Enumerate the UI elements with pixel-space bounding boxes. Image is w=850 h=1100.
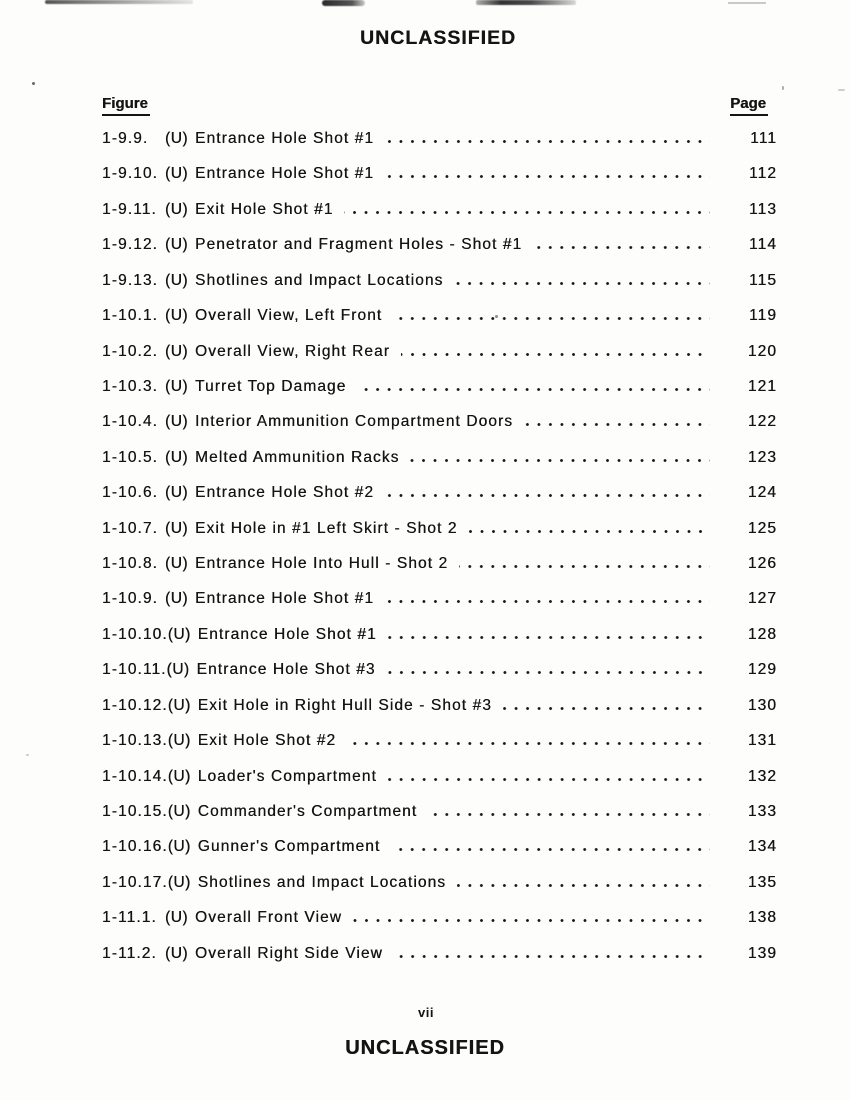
dot-leader [344, 211, 710, 214]
classification-marker: (U) [167, 696, 191, 714]
figure-title: Commander's Compartment [197, 803, 418, 821]
classification-marker: (U) [165, 413, 189, 431]
dot-leader [503, 707, 710, 710]
dot-leader [385, 140, 710, 143]
scan-artifact [26, 754, 29, 756]
figure-entry-row [102, 625, 777, 660]
figure-title: Gunner's Compartment [197, 838, 381, 856]
dot-leader [459, 565, 710, 568]
figure-entry-row [102, 554, 777, 589]
classification-marker: (U) [165, 130, 189, 147]
classification-banner-top: UNCLASSIFIED [359, 27, 517, 49]
figure-number: 1-10.12. [102, 696, 168, 714]
figure-title: Turret Top Damage [195, 377, 347, 395]
dot-leader [469, 530, 711, 533]
figure-title: Melted Ammunition Racks [195, 448, 400, 466]
dot-leader [457, 884, 710, 887]
classification-marker: (U) [165, 200, 189, 218]
entry-page-number: 130 [747, 696, 777, 714]
classification-marker: (U) [165, 342, 189, 360]
folio-page-number: vii [418, 1005, 434, 1020]
figure-number: 1-9.13. [102, 271, 158, 289]
figure-entry-row [102, 164, 777, 199]
figure-entry-row [102, 767, 777, 802]
figure-number: 1-10.7. [102, 519, 158, 537]
entry-page-number: 124 [747, 484, 777, 502]
figure-number: 1-10.1. [102, 307, 158, 325]
figure-entry-row [102, 873, 777, 908]
dot-leader [401, 353, 710, 356]
figure-entry-row [102, 377, 777, 412]
entry-page-number: 126 [747, 555, 777, 573]
dot-leader [391, 848, 710, 851]
figure-entry-row [102, 908, 777, 943]
dot-leader [428, 813, 710, 816]
classification-marker: (U) [167, 625, 191, 643]
figure-entry-row [102, 837, 777, 872]
classification-marker: (U) [165, 271, 189, 289]
figure-number: 1-10.2. [102, 342, 158, 360]
figure-title: Overall Right Side View [195, 944, 383, 962]
figure-entry-row [102, 235, 777, 270]
entry-page-number: 135 [747, 873, 777, 891]
figure-entry-row [102, 448, 777, 483]
figure-number: 1-11.1. [102, 909, 157, 927]
figure-number: 1-10.6. [102, 484, 158, 502]
dot-leader [393, 317, 710, 320]
figure-number: 1-10.5. [102, 448, 158, 466]
entry-page-number: 122 [747, 413, 777, 431]
figure-entry-row [102, 802, 777, 837]
entry-page-number: 138 [747, 909, 777, 927]
figure-title: Shotlines and Impact Locations [195, 271, 444, 289]
figure-number: 1-10.11. [102, 661, 167, 679]
dot-leader [524, 423, 710, 426]
figure-entry-row [102, 129, 777, 164]
figure-entry-row [102, 483, 777, 518]
page-column-header: Page [730, 95, 768, 116]
figure-number: 1-10.4. [102, 413, 158, 431]
classification-marker: (U) [165, 519, 189, 537]
scan-artifact [782, 86, 784, 90]
figure-title: Overall Front View [195, 909, 343, 927]
classification-marker: (U) [165, 448, 189, 466]
figure-number: 1-10.13. [102, 732, 168, 750]
classification-marker: (U) [167, 767, 191, 785]
figure-title: Loader's Compartment [197, 767, 377, 785]
classification-marker: (U) [165, 555, 189, 573]
entry-page-number: 133 [747, 803, 777, 821]
figure-entry-row [102, 589, 777, 624]
figure-title: Entrance Hole Shot #3 [196, 661, 376, 679]
dot-leader [353, 919, 710, 922]
entry-page-number: 139 [747, 944, 777, 962]
entry-page-number: 111 [750, 130, 777, 147]
dot-leader [385, 175, 710, 178]
figure-number: 1-10.15. [102, 803, 168, 821]
classification-marker: (U) [165, 944, 189, 962]
figure-number: 1-10.16. [102, 838, 168, 856]
entry-page-number: 119 [748, 307, 777, 325]
dot-leader [388, 636, 710, 639]
scan-artifact [728, 2, 766, 4]
dot-leader [394, 955, 710, 958]
dot-leader [533, 246, 710, 249]
figure-title: Penetrator and Fragment Holes - Shot #1 [195, 236, 523, 254]
figure-column-header: Figure [102, 95, 150, 116]
figure-number: 1-9.12. [102, 236, 158, 254]
dot-leader [387, 671, 710, 674]
classification-marker: (U) [166, 661, 190, 679]
figure-title: Interior Ammunition Compartment Doors [195, 413, 514, 431]
classification-marker: (U) [167, 873, 191, 891]
scan-artifact [322, 0, 365, 6]
classification-marker: (U) [165, 236, 189, 254]
entry-page-number: 112 [748, 165, 777, 183]
figure-entry-row [102, 944, 777, 979]
figure-title: Entrance Hole Shot #2 [195, 484, 375, 502]
figure-number: 1-10.10. [102, 625, 168, 643]
figure-title: Entrance Hole Shot #1 [195, 590, 375, 608]
classification-marker: (U) [165, 484, 189, 502]
figure-entry-row [102, 412, 777, 447]
figure-number: 1-10.3. [102, 377, 158, 395]
dot-leader [454, 282, 710, 285]
figure-title: Exit Hole Shot #1 [195, 200, 334, 218]
scan-artifact [838, 89, 845, 91]
dot-leader [347, 742, 710, 745]
figure-entry-row [102, 660, 777, 695]
figure-number: 1-11.2. [102, 944, 157, 962]
scan-artifact [476, 0, 576, 5]
entry-page-number: 113 [748, 200, 777, 218]
figure-title: Overall View, Right Rear [195, 342, 390, 360]
figure-entry-row [102, 696, 777, 731]
figure-entry-row [102, 342, 777, 377]
dot-leader [357, 388, 710, 391]
entry-page-number: 125 [747, 519, 777, 537]
figure-number: 1-10.8. [102, 555, 158, 573]
scan-artifact [45, 0, 193, 4]
classification-marker: (U) [165, 377, 189, 395]
entry-page-number: 123 [747, 448, 777, 466]
dot-leader [385, 600, 710, 603]
classification-banner-bottom: UNCLASSIFIED [345, 1037, 505, 1059]
figure-entry-row [102, 519, 777, 554]
entry-page-number: 127 [747, 590, 777, 608]
figure-title: Exit Hole in #1 Left Skirt - Shot 2 [195, 519, 458, 537]
figure-entry-row [102, 200, 777, 235]
figure-entry-row [102, 731, 777, 766]
classification-marker: (U) [167, 838, 191, 856]
figure-title: Entrance Hole Shot #1 [195, 165, 375, 183]
entry-page-number: 134 [747, 838, 777, 856]
entry-page-number: 115 [748, 271, 777, 289]
dot-leader [388, 778, 710, 781]
figure-title: Entrance Hole Into Hull - Shot 2 [195, 555, 449, 573]
figure-list [102, 129, 777, 979]
figure-number: 1-9.10. [102, 165, 158, 183]
entry-page-number: 132 [747, 767, 777, 785]
figure-title: Overall View, Left Front [195, 307, 383, 325]
column-header-row [102, 95, 777, 116]
entry-page-number: 128 [747, 625, 777, 643]
figure-number: 1-9.9. [102, 130, 149, 147]
figure-title: Exit Hole in Right Hull Side - Shot #3 [197, 696, 492, 714]
figure-number: 1-10.9. [102, 590, 158, 608]
dot-leader [385, 494, 710, 497]
classification-marker: (U) [167, 732, 191, 750]
entry-page-number: 120 [747, 342, 777, 360]
classification-marker: (U) [165, 307, 189, 325]
dot-leader [410, 459, 710, 462]
figure-number: 1-9.11. [102, 200, 157, 218]
figure-title: Entrance Hole Shot #1 [195, 130, 375, 147]
scan-artifact [32, 82, 35, 85]
figure-number: 1-10.17. [102, 873, 168, 891]
classification-marker: (U) [167, 803, 191, 821]
entry-page-number: 114 [748, 236, 777, 254]
figure-title: Shotlines and Impact Locations [197, 873, 447, 891]
classification-marker: (U) [165, 909, 189, 927]
figure-title: Entrance Hole Shot #1 [197, 625, 377, 643]
classification-marker: (U) [165, 165, 189, 183]
classification-marker: (U) [165, 590, 189, 608]
figure-entry-row [102, 271, 777, 306]
figure-title: Exit Hole Shot #2 [197, 732, 337, 750]
entry-page-number: 131 [747, 732, 777, 750]
figure-entry-row [102, 306, 777, 341]
entry-page-number: 129 [747, 661, 777, 679]
entry-page-number: 121 [747, 377, 777, 395]
figure-number: 1-10.14. [102, 767, 168, 785]
